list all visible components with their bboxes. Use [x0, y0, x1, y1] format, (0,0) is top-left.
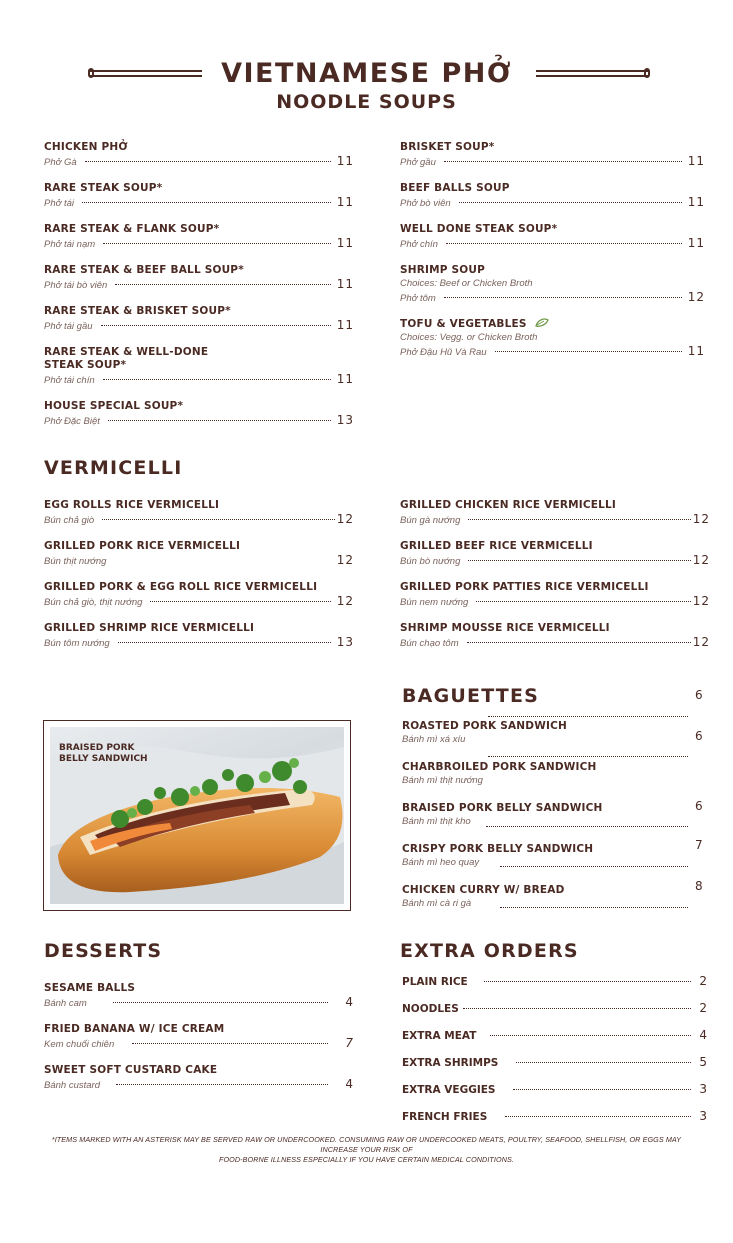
item-name: BEEF BALLS SOUP	[400, 182, 510, 194]
item-name: GRILLED PORK & EGG ROLL RICE VERMICELLI	[44, 581, 318, 593]
menu-item	[400, 141, 705, 169]
item-vietnamese-name: Kem chuối chiên	[44, 1039, 115, 1050]
dot-leader	[444, 297, 682, 298]
dot-leader	[114, 560, 330, 561]
allergy-disclaimer	[40, 1135, 693, 1165]
item-vietnamese-name: Bún bò nướng	[400, 556, 461, 567]
item-name: GRILLED PORK PATTIES RICE VERMICELLI	[400, 581, 649, 593]
item-vietnamese-name: Phở Đặc Biệt	[44, 416, 100, 427]
item-name: RARE STEAK & WELL-DONE STEAK SOUP*	[44, 346, 209, 371]
menu-item	[402, 974, 707, 988]
item-vietnamese-name: Phở tái	[44, 198, 75, 209]
menu-item	[44, 1064, 354, 1092]
item-name: CHICKEN PHỞ	[44, 141, 128, 153]
dot-leader	[505, 1116, 691, 1117]
item-price: 11	[687, 236, 705, 250]
menu-item	[44, 182, 354, 210]
item-price: 2	[699, 974, 707, 988]
item-vietnamese-name: Bún chả giò, thịt nướng	[44, 597, 143, 608]
item-name: NOODLES	[402, 1003, 459, 1015]
item-price: 4	[345, 1077, 354, 1091]
item-choices: Choices: Vegg. or Chicken Broth	[400, 332, 538, 343]
item-vietnamese-name: Phở gầu	[400, 157, 436, 168]
menu-item	[44, 499, 354, 527]
item-vietnamese-name: Bánh mì xá xíu	[402, 734, 466, 745]
item-vietnamese-name: Phở Gà	[44, 157, 77, 168]
dot-leader	[468, 519, 690, 520]
dot-leader	[446, 243, 682, 244]
item-price: 12	[692, 553, 710, 567]
menu-item	[44, 141, 354, 169]
menu-item	[44, 305, 354, 333]
menu-item	[402, 1001, 707, 1015]
item-vietnamese-name: Bánh mì thịt kho	[402, 816, 471, 827]
dot-leader	[101, 325, 331, 326]
item-price	[695, 877, 703, 895]
menu-item	[400, 182, 705, 210]
section-title-vermicelli: VERMICELLI	[44, 457, 183, 479]
dot-leader	[459, 202, 682, 203]
item-vietnamese-name: Bánh custard	[44, 1080, 100, 1091]
item-vietnamese-name: Phở tái nạm	[44, 239, 96, 250]
item-name: RARE STEAK & BRISKET SOUP*	[44, 305, 231, 317]
menu-item	[402, 1028, 707, 1042]
menu-item	[402, 1055, 707, 1069]
dot-leader	[488, 716, 688, 717]
item-name: ROASTED PORK SANDWICH	[402, 720, 567, 732]
dot-leader	[116, 1084, 328, 1085]
item-name: GRILLED CHICKEN RICE VERMICELLI	[400, 499, 617, 511]
item-name: FRENCH FRIES	[402, 1111, 488, 1123]
item-price: 11	[336, 277, 354, 291]
item-price: 2	[699, 1001, 707, 1015]
menu-item	[44, 581, 354, 609]
item-price: 3	[699, 1082, 707, 1096]
item-name: CRISPY PORK BELLY SANDWICH	[402, 843, 594, 855]
item-price: 11	[336, 236, 354, 250]
item-price: 12	[336, 594, 354, 608]
item-name: RARE STEAK & BEEF BALL SOUP*	[44, 264, 244, 276]
item-name	[400, 318, 705, 331]
menu-item	[400, 318, 705, 359]
menu-header	[0, 58, 733, 113]
item-price: 11	[687, 344, 705, 358]
item-name: EXTRA MEAT	[402, 1030, 477, 1042]
item-price: 13	[336, 635, 354, 649]
item-choices: Choices: Beef or Chicken Broth	[400, 278, 533, 289]
item-price: 12	[692, 594, 710, 608]
menu-item	[44, 622, 354, 650]
item-name: CHICKEN CURRY W/ BREAD	[402, 884, 565, 896]
dot-leader	[85, 161, 331, 162]
dot-leader	[113, 1002, 328, 1003]
item-name: FRIED BANANA W/ ICE CREAM	[44, 1023, 225, 1035]
dot-leader	[495, 351, 682, 352]
photo-caption	[59, 743, 148, 765]
item-vietnamese-name: Phở Đậu Hũ Và Rau	[400, 347, 487, 358]
item-name: GRILLED PORK RICE VERMICELLI	[44, 540, 241, 552]
item-name: EGG ROLLS RICE VERMICELLI	[44, 499, 220, 511]
disclaimer-line: *ITEMS MARKED WITH AN ASTERISK MAY BE SERVED RAW OR UNDERCOOKED. CONSUMING RAW OR UNDERCOOKED MEATS, POULTRY, SEAFOOD, SHELLFISH, OR EGGS MAY INCREASE YOUR RISK OF	[51, 1135, 682, 1154]
item-price: 12	[687, 290, 705, 304]
dot-leader	[513, 1089, 691, 1090]
item-price-text: 6	[695, 729, 703, 743]
item-name: EXTRA VEGGIES	[402, 1084, 496, 1096]
menu-item	[400, 540, 710, 568]
dot-leader	[103, 243, 331, 244]
item-name: SESAME BALLS	[44, 982, 136, 994]
item-vietnamese-name: Phở tôm	[400, 293, 436, 304]
menu-item	[400, 622, 710, 650]
item-price: 12	[336, 512, 354, 526]
item-vietnamese-name: Bún gà nướng	[400, 515, 461, 526]
item-price: 4	[699, 1028, 707, 1042]
item-price: 11	[687, 195, 705, 209]
dot-leader	[476, 601, 690, 602]
dot-leader	[115, 284, 330, 285]
photo-caption-line: BELLY SANDWICH	[59, 754, 148, 764]
item-price-text: 6	[695, 799, 703, 813]
braised-pork-belly-sandwich-photo	[50, 727, 344, 904]
section-title-baguettes: BAGUETTES	[402, 685, 540, 707]
menu-item	[400, 264, 705, 305]
item-name: GRILLED SHRIMP RICE VERMICELLI	[44, 622, 255, 634]
dot-leader	[500, 866, 688, 867]
item-name: WELL DONE STEAK SOUP*	[400, 223, 558, 235]
menu-item	[402, 1082, 707, 1096]
item-vietnamese-name: Bún nem nướng	[400, 597, 469, 608]
item-price: 4	[345, 995, 354, 1009]
menu-item	[402, 720, 707, 746]
item-vietnamese-name: Bánh mì heo quay	[402, 857, 480, 868]
dot-leader	[102, 519, 335, 520]
disclaimer-line: FOOD-BORNE ILLNESS ESPECIALLY IF YOU HAVE CERTAIN MEDICAL CONDITIONS.	[218, 1155, 514, 1164]
item-price: 11	[336, 195, 354, 209]
item-vietnamese-name: Bún chạo tôm	[400, 638, 459, 649]
item-name: CHARBROILED PORK SANDWICH	[402, 761, 597, 773]
item-price	[695, 797, 703, 815]
item-name: SHRIMP SOUP	[400, 264, 486, 276]
item-price: 11	[336, 318, 354, 332]
item-price: 12	[692, 635, 710, 649]
item-price-text: 7	[695, 838, 703, 852]
item-price	[695, 727, 703, 745]
sandwich-photo-frame	[43, 720, 351, 911]
photo-caption-line: BRAISED PORK	[59, 743, 135, 753]
menu-item	[402, 802, 707, 828]
dot-leader	[488, 756, 688, 757]
item-vietnamese-name: Bánh cam	[44, 998, 87, 1009]
dot-leader	[463, 1008, 692, 1009]
page-subtitle: NOODLE SOUPS	[276, 91, 457, 113]
dot-leader	[516, 1062, 691, 1063]
menu-item	[44, 400, 354, 428]
item-vietnamese-name: Phở tái chín	[44, 375, 95, 386]
leaf-icon	[535, 318, 549, 328]
menu-item	[400, 581, 710, 609]
menu-item	[44, 982, 354, 1010]
dot-leader	[82, 202, 331, 203]
dot-leader	[108, 420, 331, 421]
item-name: RARE STEAK SOUP*	[44, 182, 163, 194]
item-price: 7	[345, 1036, 354, 1050]
item-name: SHRIMP MOUSSE RICE VERMICELLI	[400, 622, 610, 634]
item-vietnamese-name: Phở bò viên	[400, 198, 451, 209]
section-title-extra-orders: EXTRA ORDERS	[400, 940, 579, 962]
dot-leader	[103, 379, 331, 380]
item-name: SWEET SOFT CUSTARD CAKE	[44, 1064, 218, 1076]
item-vietnamese-name: Phở tái bò viên	[44, 280, 108, 291]
dot-leader	[500, 907, 688, 908]
item-name: BRISKET SOUP*	[400, 141, 495, 153]
dot-leader	[118, 642, 331, 643]
item-name: PLAIN RICE	[402, 976, 468, 988]
item-vietnamese-name: Phở chín	[400, 239, 438, 250]
menu-item	[44, 264, 354, 292]
menu-item	[44, 1023, 354, 1051]
item-price: 11	[687, 154, 705, 168]
item-price-text: 8	[695, 879, 703, 893]
item-vietnamese-name: Bún tôm nướng	[44, 638, 110, 649]
menu-item	[44, 540, 354, 568]
item-name: RARE STEAK & FLANK SOUP*	[44, 223, 220, 235]
item-vietnamese-name: Bún chả giò	[44, 515, 95, 526]
menu-item	[402, 1109, 707, 1123]
dot-leader	[150, 601, 330, 602]
section-title-desserts: DESSERTS	[44, 940, 163, 962]
menu-item	[400, 499, 710, 527]
item-price	[695, 686, 703, 704]
item-name: EXTRA SHRIMPS	[402, 1057, 499, 1069]
item-price: 13	[336, 413, 354, 427]
dot-leader	[486, 826, 688, 827]
item-price	[695, 836, 703, 854]
item-name: BRAISED PORK BELLY SANDWICH	[402, 802, 603, 814]
menu-item	[44, 223, 354, 251]
item-price: 12	[692, 512, 710, 526]
dot-leader	[468, 560, 690, 561]
item-price-text: 6	[695, 688, 703, 702]
menu-item	[400, 223, 705, 251]
menu-item	[402, 761, 707, 787]
item-vietnamese-name: Bánh mì cà ri gà	[402, 898, 472, 909]
item-vietnamese-name: Bánh mì thịt nướng	[402, 775, 483, 786]
dot-leader	[484, 981, 692, 982]
item-price: 11	[336, 154, 354, 168]
item-price: 12	[336, 553, 354, 567]
item-price: 11	[336, 372, 354, 386]
item-price: 5	[699, 1055, 707, 1069]
dot-leader	[490, 1035, 691, 1036]
menu-item	[44, 346, 354, 387]
item-price: 3	[699, 1109, 707, 1123]
dot-leader	[467, 642, 691, 643]
item-name-text: TOFU & VEGETABLES	[400, 318, 527, 330]
item-vietnamese-name: Phở tái gầu	[44, 321, 93, 332]
item-vietnamese-name: Bún thịt nướng	[44, 556, 107, 567]
dot-leader	[444, 161, 682, 162]
page-title: VIETNAMESE PHỞ	[221, 58, 512, 89]
item-name: HOUSE SPECIAL SOUP*	[44, 400, 184, 412]
dot-leader	[132, 1043, 328, 1044]
item-name: GRILLED BEEF RICE VERMICELLI	[400, 540, 593, 552]
